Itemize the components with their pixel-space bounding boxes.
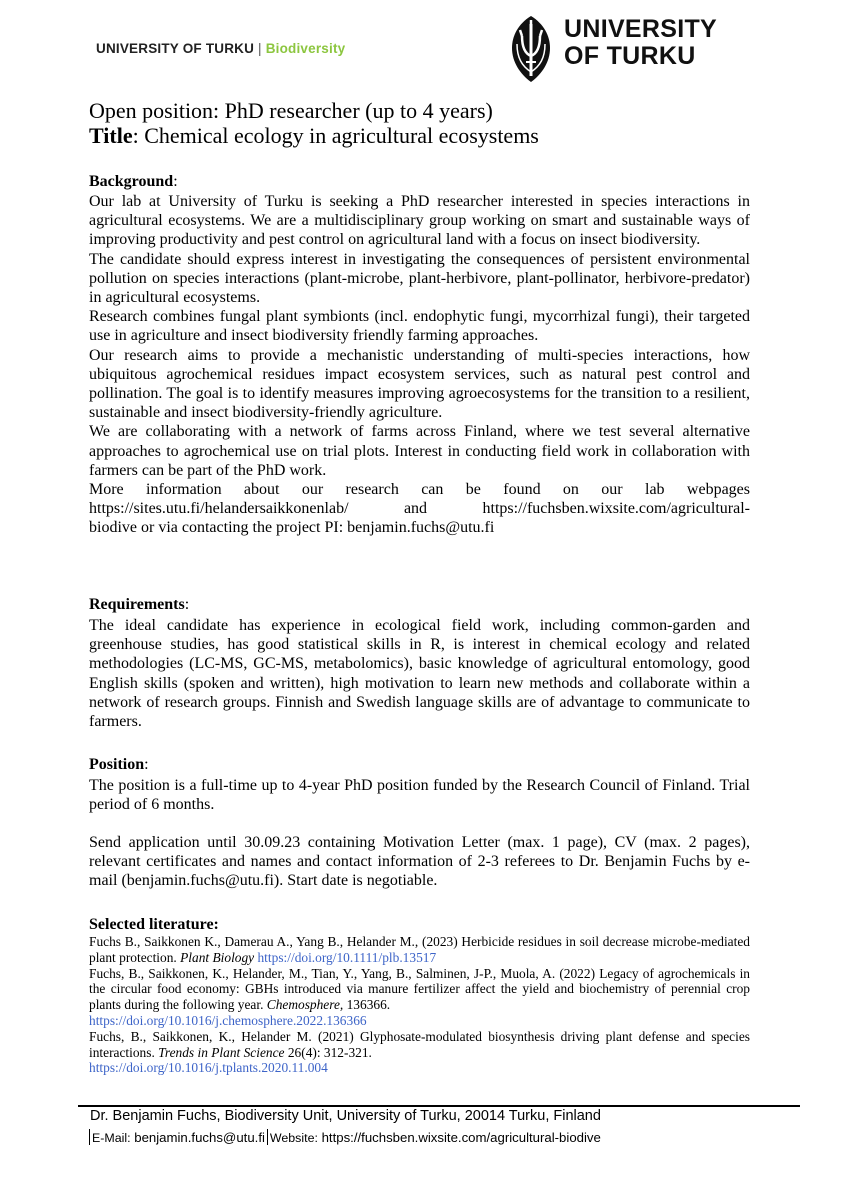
logo-wordmark xyxy=(564,16,717,70)
footer-divider xyxy=(78,1105,800,1107)
footer-website[interactable]: https://fuchsben.wixsite.com/agricultural-biodive xyxy=(321,1130,601,1145)
application-body xyxy=(89,833,750,891)
background-paragraph-3: Research combines fungal plant symbionts (incl. endophytic fungi, mycorrhizal fungi), their targeted use in agriculture and insect biodiversity friendly farming approaches. xyxy=(89,308,750,345)
footer-email[interactable]: benjamin.fuchs@utu.fi xyxy=(134,1130,265,1145)
requirements-text: The ideal candidate has experience in ecological field work, including common-garden and greenhouse studies, has good statistical skills in R, is interest in chemical ecology and related methodologies (LC-MS, GC-MS, metabolomics), basic knowledge of agricultural entomology, good English skills (spoken and written), high motivation to learn new methods and collaborate within a network of research groups. Finnish and Swedish language skills are of advantage to communicate to farmers. xyxy=(89,617,750,731)
background-paragraph-4: Our research aims to provide a mechanistic understanding of multi-species interactions, how ubiquitous agrochemical residues impact ecosystem services, such as natural pest control and pollination. The goal is to identify measures improving agroecosystems for the transition to a resilient, sustainable and insect biodiversity-friendly agriculture. xyxy=(89,346,750,422)
literature-ref-1 xyxy=(89,934,750,966)
ref-1-link[interactable]: https://doi.org/10.1111/plb.13517 xyxy=(257,949,437,965)
ref-2-text: Fuchs, B., Saikkonen, K., Helander, M., Tian, Y., Yang, B., Salminen, J-P., Muola, A. (2022) Legacy of agrochemicals in the circular food economy: GBHs introduced via manure fertilizer affect the yield and biochemistry of perennial crop plants during the following year. xyxy=(89,965,750,1013)
header-org xyxy=(96,41,345,56)
footer-separator-left xyxy=(89,1129,90,1145)
header-org-name: UNIVERSITY OF TURKU xyxy=(96,41,255,56)
background-paragraph-5: We are collaborating with a network of farms across Finland, where we test several alternative approaches to agrochemical use on trial plots. Interest in conducting field work in collaboration with farmers can be part of the PhD work. xyxy=(89,423,750,479)
ref-3-journal: Trends in Plant Science xyxy=(158,1044,285,1060)
application-text: Send application until 30.09.23 containing Motivation Letter (max. 1 page), CV (max. 2 pages), relevant certificates and names and contact information of 2-3 referees to Dr. Benjamin Fuchs by e-mail (benjamin.fuchs@utu.fi). Start date is negotiable. xyxy=(89,834,750,890)
footer-contact xyxy=(87,1129,601,1145)
background-paragraph-6-line-3: biodive or via contacting the project PI: benjamin.fuchs@utu.fi xyxy=(89,519,495,537)
literature-section xyxy=(89,915,750,1076)
background-paragraph-6-line-2: https://sites.utu.fi/helandersaikkonenlab/ and https://fuchsben.wixsite.com/agricultural- xyxy=(89,500,750,518)
position-text: The position is a full-time up to 4-year PhD position funded by the Research Council of Finland. Trial period of 6 months. xyxy=(89,777,750,814)
position-heading-label: Position xyxy=(89,756,145,773)
trident-emblem-icon xyxy=(508,14,554,84)
requirements-heading-label: Requirements xyxy=(89,596,185,613)
background-paragraph-6-line-1: More information about our research can be found on our lab webpages xyxy=(89,481,750,499)
background-heading-label: Background xyxy=(89,173,174,190)
background-paragraph-1: Our lab at University of Turku is seeking a PhD researcher interested in species interactions in agricultural ecosystems. We are a multidisciplinary group working on smart and sustainable ways of improving productivity and pest control on agricultural land with a focus on insect biodiversity. xyxy=(89,193,750,249)
position-heading-colon: : xyxy=(144,756,149,773)
ref-1-journal: Plant Biology xyxy=(180,949,255,965)
requirements-body xyxy=(89,616,750,731)
background-heading xyxy=(89,173,178,191)
footer-separator-mid xyxy=(267,1129,268,1145)
logo-line-2: OF TURKU xyxy=(564,42,696,70)
requirements-heading xyxy=(89,596,189,614)
ref-2-journal: Chemosphere, xyxy=(266,997,344,1013)
literature-ref-3 xyxy=(89,1029,750,1076)
position-body xyxy=(89,776,750,814)
header-unit: Biodiversity xyxy=(265,41,346,56)
project-title xyxy=(89,123,539,149)
project-title-label: Title xyxy=(89,123,133,148)
footer-website-label: Website: xyxy=(269,1131,318,1145)
ref-1-text: Fuchs B., Saikkonen K., Damerau A., Yang B., Helander M., (2023) Herbicide residues in soil decrease microbe-mediated plant protection. xyxy=(89,934,750,965)
requirements-heading-colon: : xyxy=(184,596,190,613)
ref-2-link[interactable]: https://doi.org/10.1016/j.chemosphere.2022.136366 xyxy=(89,1012,367,1028)
logo-line-1: UNIVERSITY xyxy=(564,15,718,43)
header-separator: | xyxy=(258,41,262,56)
background-paragraph-2: The candidate should express interest in investigating the consequences of persistent environmental pollution on species interactions (plant-microbe, plant-herbivore, plant-pollinator, herbivore-predator) in agricultural ecosystems. xyxy=(89,250,750,307)
literature-heading: Selected literature: xyxy=(89,916,219,933)
ref-3-tail: 26(4): 312-321. xyxy=(284,1044,372,1060)
ref-2-tail: 136366. xyxy=(343,997,391,1013)
project-title-text: : Chemical ecology in agricultural ecosystems xyxy=(132,123,539,148)
position-title: Open position: PhD researcher (up to 4 years) xyxy=(89,98,493,123)
position-heading xyxy=(89,756,149,774)
literature-ref-2 xyxy=(89,966,750,1029)
ref-3-text: Fuchs, B., Saikkonen, K., Helander M. (2021) Glyphosate-modulated biosynthesis driving plant defense and species interactions. xyxy=(89,1028,750,1060)
background-heading-colon: : xyxy=(173,173,178,190)
footer-email-label: E-Mail: xyxy=(92,1131,131,1145)
university-logo xyxy=(508,14,758,86)
background-body xyxy=(89,192,750,538)
ref-3-link[interactable]: https://doi.org/10.1016/j.tplants.2020.11.004 xyxy=(89,1060,328,1076)
footer-address: Dr. Benjamin Fuchs, Biodiversity Unit, University of Turku, 20014 Turku, Finland xyxy=(90,1108,601,1124)
